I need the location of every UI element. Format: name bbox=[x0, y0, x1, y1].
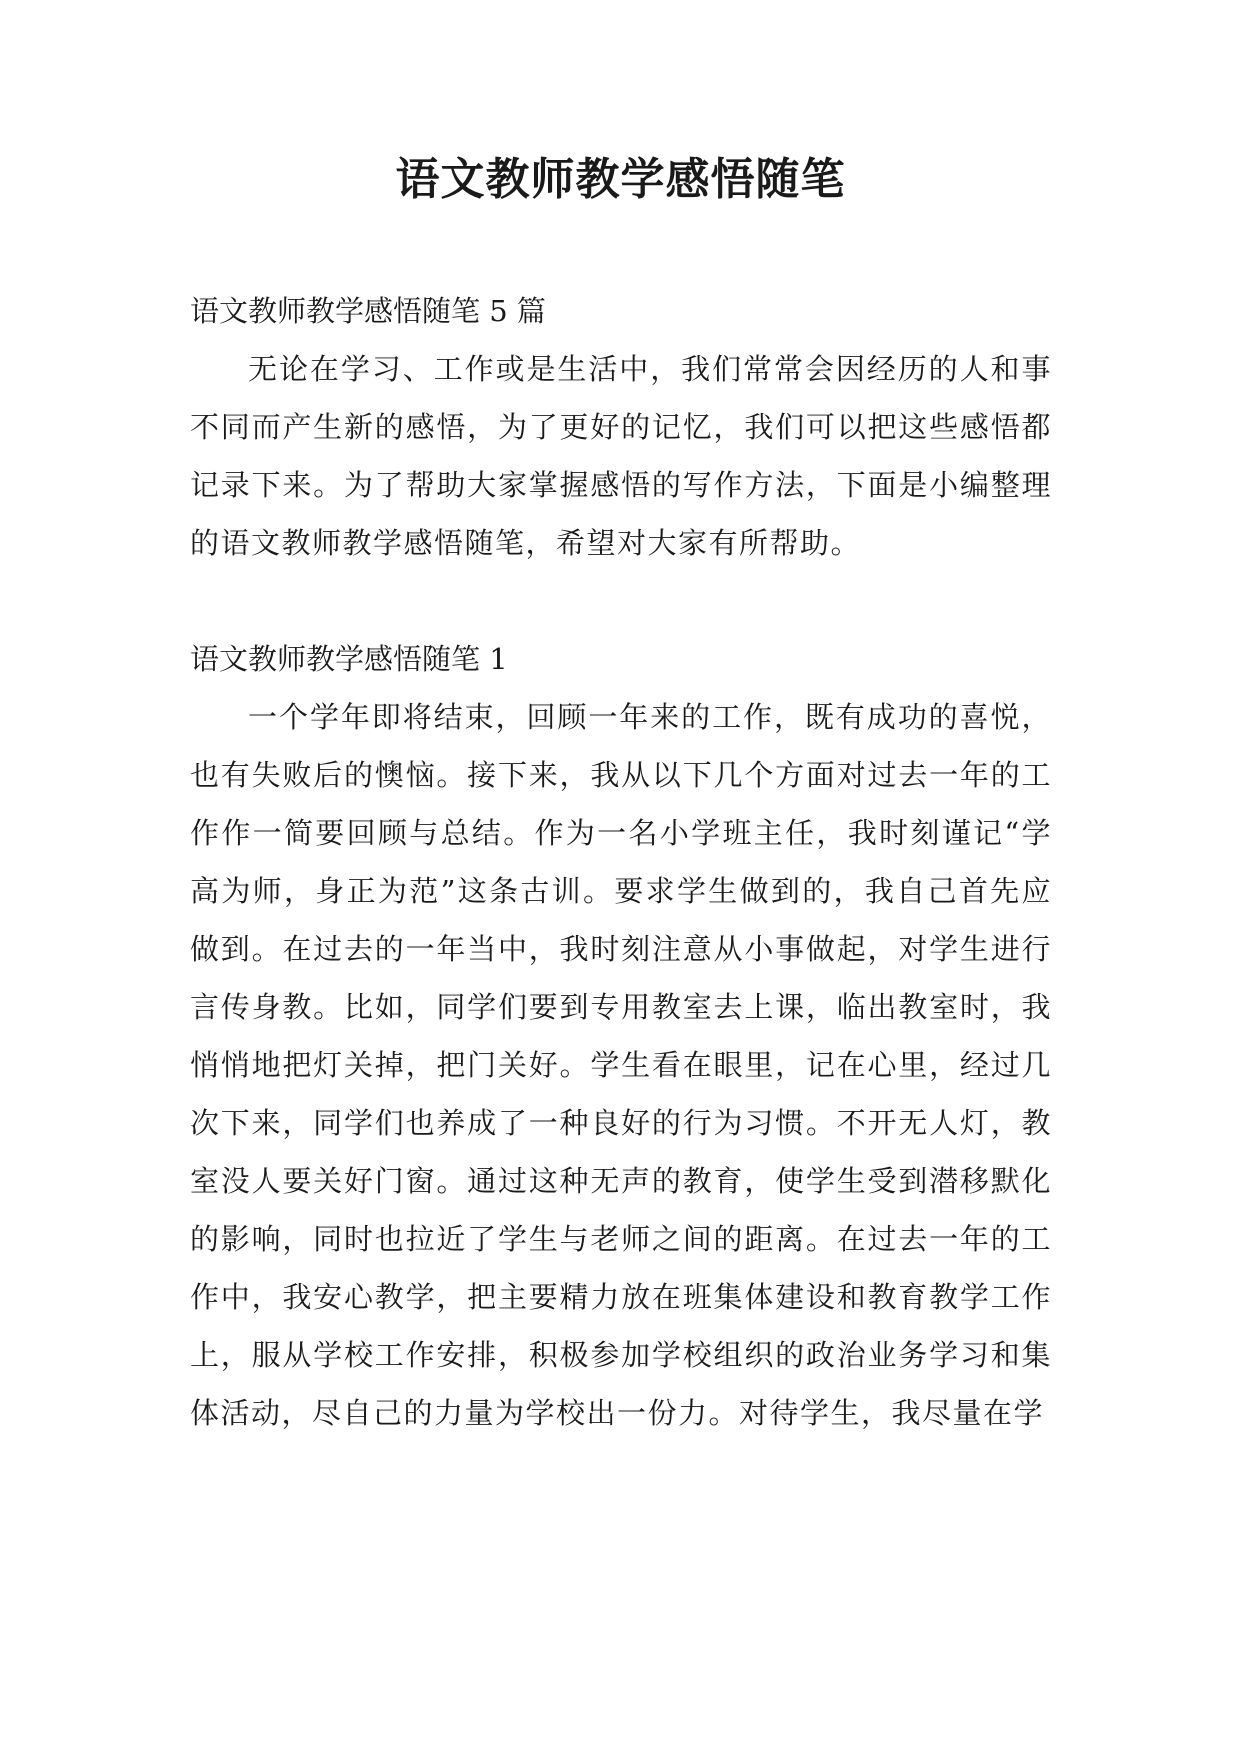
subtitle: 语文教师教学感悟随笔 5 篇 bbox=[190, 294, 546, 328]
document-body bbox=[190, 282, 1052, 1442]
paragraph-spacer bbox=[190, 572, 1052, 630]
section-heading: 语文教师教学感悟随笔 1 bbox=[190, 642, 508, 676]
document-title: 语文教师教学感悟随笔 bbox=[395, 154, 846, 205]
intro-paragraph: 无论在学习、工作或是生活中，我们常常会因经历的人和事不同而产生新的感悟，为了更好的记忆，我们可以把这些感悟都记录下来。为了帮助大家掌握感悟的写作方法，下面是小编整理的语文教师教学感悟随笔，希望对大家有所帮助。 bbox=[190, 352, 1052, 560]
section-paragraph: 一个学年即将结束，回顾一年来的工作，既有成功的喜悦，也有失败后的懊恼。接下来，我从以下几个方面对过去一年的工作作一简要回顾与总结。作为一名小学班主任，我时刻谨记“学高为师，身正为范”这条古训。要求学生做到的，我自己首先应做到。在过去的一年当中，我时刻注意从小事做起，对学生进行言传身教。比如，同学们要到专用教室去上课，临出教室时，我悄悄地把灯关掉，把门关好。学生看在眼里，记在心里，经过几次下来，同学们也养成了一种良好的行为习惯。不开无人灯，教室没人要关好门窗。通过这种无声的教育，使学生受到潜移默化的影响，同时也拉近了学生与老师之间的距离。在过去一年的工作中，我安心教学，把主要精力放在班集体建设和教育教学工作上，服从学校工作安排，积极参加学校组织的政治业务学习和集体活动，尽自己的力量为学校出一份力。对待学生，我尽量在学 bbox=[190, 700, 1052, 1430]
